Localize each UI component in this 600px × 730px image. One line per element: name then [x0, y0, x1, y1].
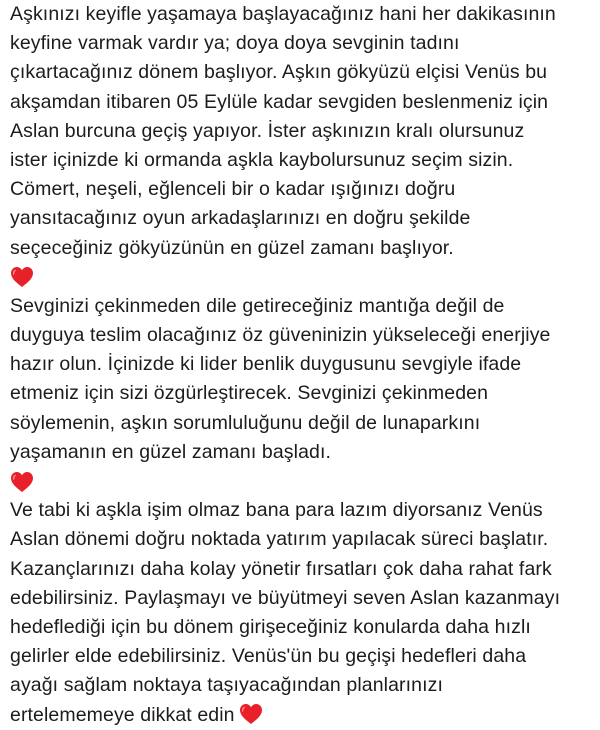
text-line: hedeflediği için bu dönem girişeceğiniz konularda daha hızlı [10, 615, 531, 638]
text-line: Cömert, neşeli, eğlenceli bir o kadar ışığınızı doğru [10, 178, 456, 201]
heart-separator [10, 263, 598, 292]
text-line: söylemenin, aşkın sorumluluğunu değil de lunaparkını [10, 411, 481, 434]
text-line: akşamdan itibaren 05 Eylüle kadar sevgiden beslenmeniz için [10, 90, 549, 113]
text-line: Ve tabi ki aşkla işim olmaz bana para lazım diyorsanız Venüs [10, 499, 543, 522]
text-line: yaşamanın en güzel zamanı başladı. [10, 440, 332, 463]
text-line: ister içinizde ki ormanda aşkla kaybolursunuz seçim sizin. [10, 148, 514, 171]
text-line-content: ertelememeye dikkat edin [10, 703, 235, 726]
last-text-line [10, 701, 598, 730]
text-line: hazır olun. İçinizde ki lider benlik duygusunu sevgiyle ifade [10, 353, 522, 376]
text-line: çıkartacağınız dönem başlıyor. Aşkın gökyüzü elçisi Venüs bu [10, 61, 548, 84]
text-line: Aslan dönemi doğru noktada yatırım yapılacak süreci başlatır. [10, 528, 549, 551]
text-line: Aşkınızı keyifle yaşamaya başlayacağınız hani her dakikasının [10, 3, 556, 25]
text-line: seçeceğiniz gökyüzünün en güzel zamanı başlıyor. [10, 236, 454, 259]
text-line: Aslan burcuna geçiş yapıyor. İster aşkınızın kralı olursunuz [10, 119, 525, 142]
text-line: ayağı sağlam noktaya taşıyacağından planlarınızı [10, 674, 443, 697]
text-line: yansıtacağınız oyun arkadaşlarınızı en doğru şekilde [10, 207, 471, 230]
text-line: etmeniz için sizi özgürleştirecek. Sevginizi çekinmeden [10, 382, 489, 405]
heart-separator [10, 467, 598, 496]
text-line: gelirler elde edebilirsiniz. Venüs'ün bu geçişi hedefleri daha [10, 645, 527, 668]
text-line: duyguya teslim olacağınız öz güveninizin yükseleceği enerjiye [10, 324, 551, 347]
red-heart-icon [10, 266, 34, 288]
text-line: edebilirsiniz. Paylaşmayı ve büyütmeyi seven Aslan kazanmayı [10, 586, 561, 609]
red-heart-icon [239, 703, 263, 725]
text-line: Kazançlarınızı daha kolay yönetir fırsatları çok daha rahat fark [10, 557, 552, 580]
text-line: Sevginizi çekinmeden dile getireceğiniz mantığa değil de [10, 294, 505, 317]
red-heart-icon [10, 471, 34, 493]
text-line: keyfine varmak vardır ya; doya doya sevginin tadını [10, 32, 460, 55]
post-text [10, 0, 598, 730]
